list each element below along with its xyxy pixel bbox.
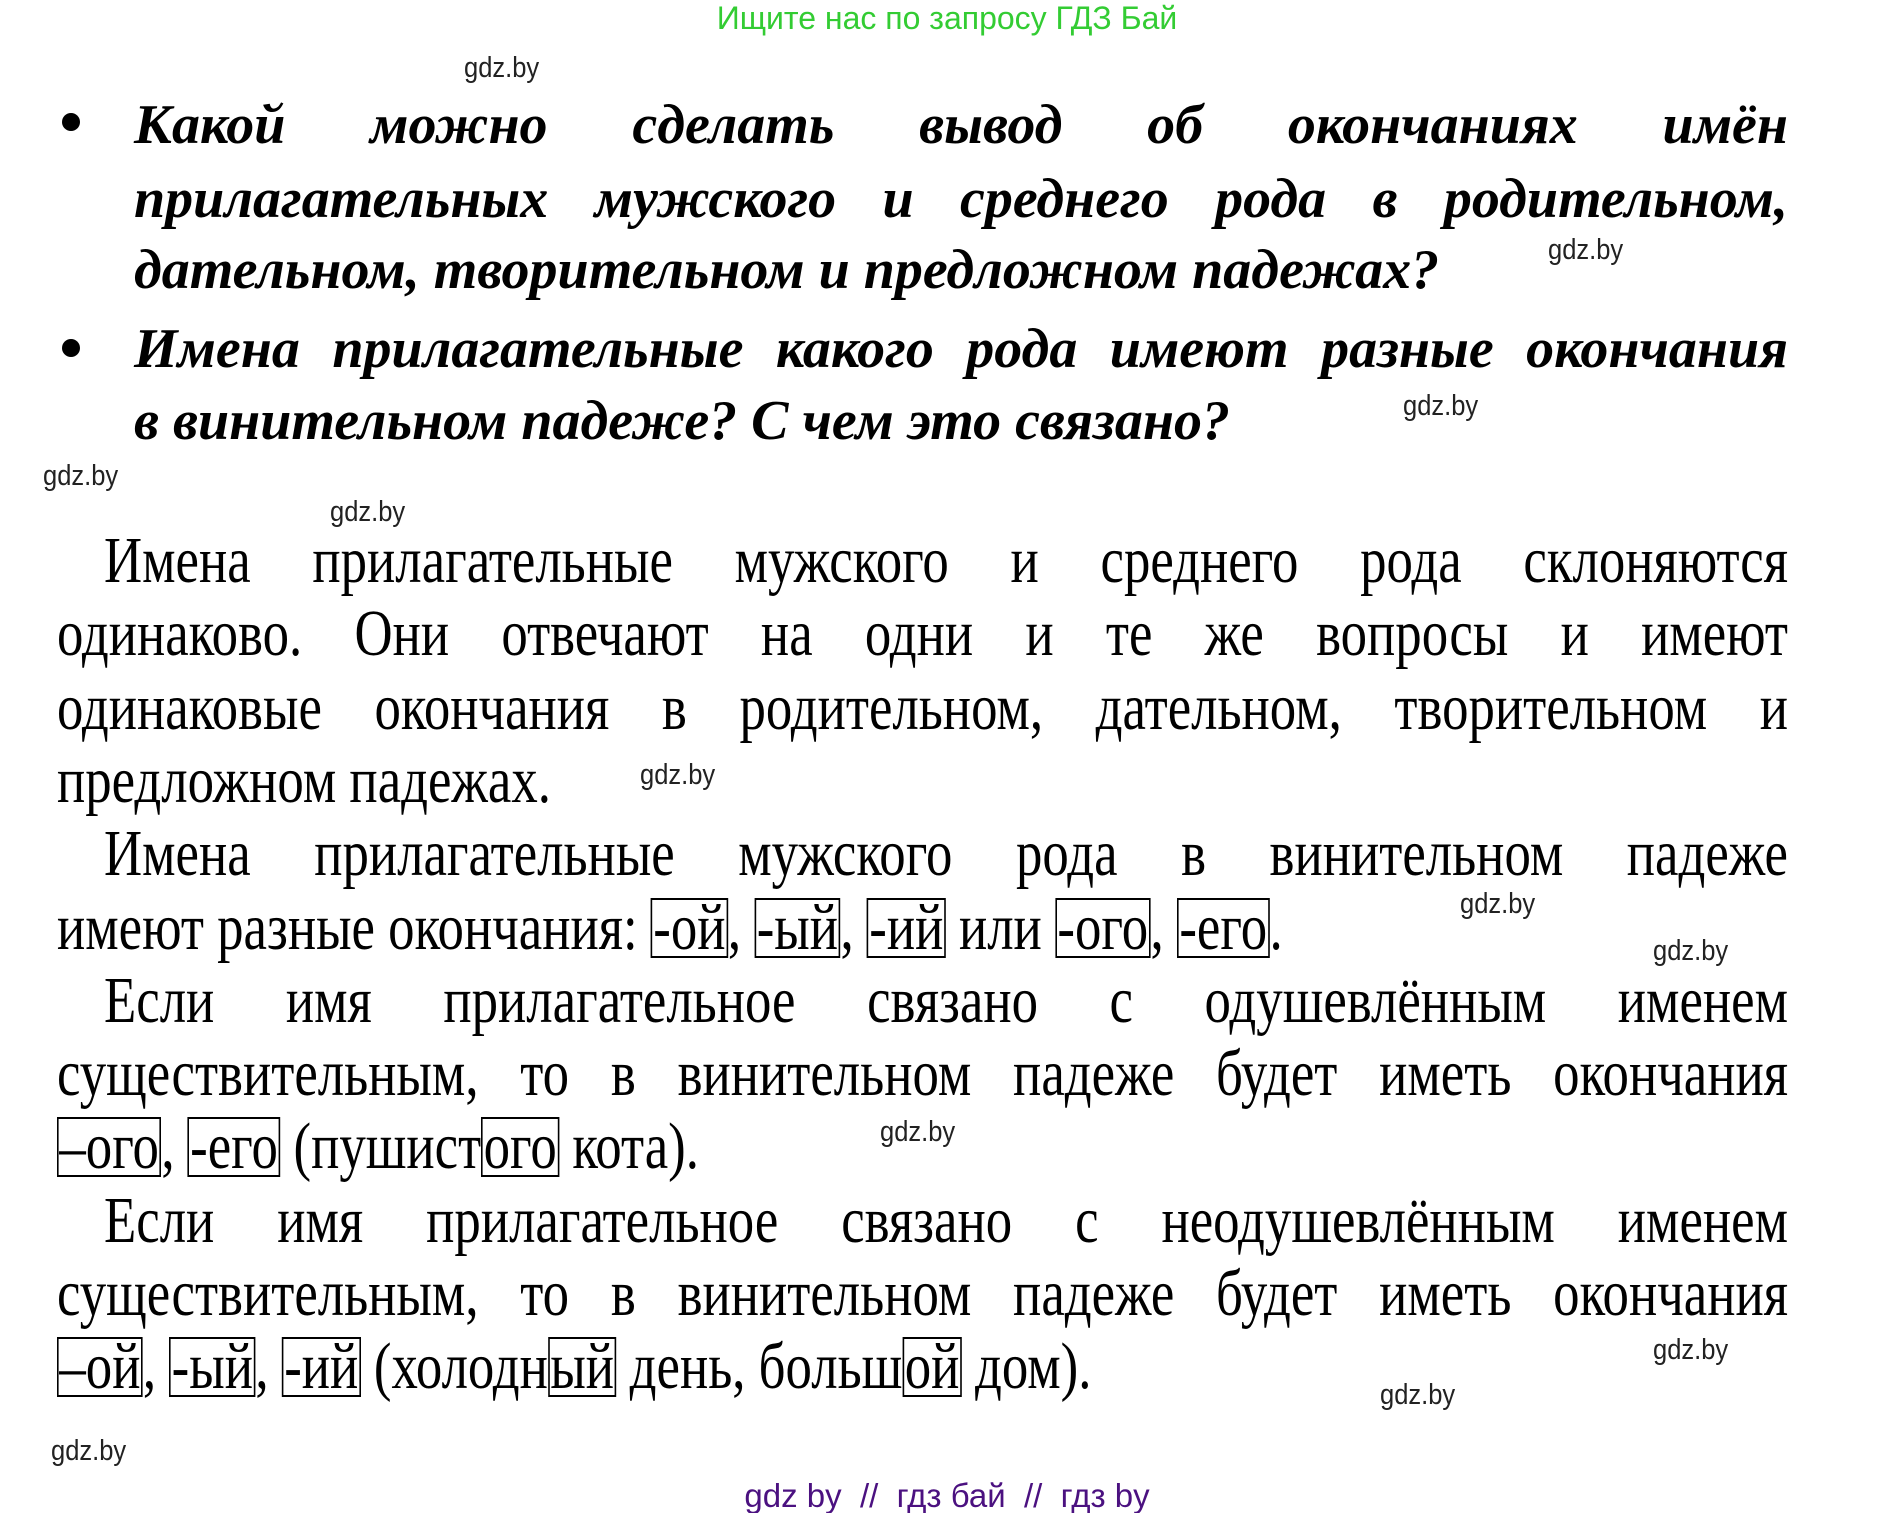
text-segment: ,	[142, 1330, 170, 1404]
question-1-line-1: Какой можно сделать вывод об окончаниях имён	[134, 94, 1788, 156]
watermark: gdz.by	[1653, 1334, 1729, 1366]
text-segment: или	[945, 890, 1056, 964]
watermark: gdz.by	[1548, 234, 1624, 266]
watermark: gdz.by	[640, 759, 716, 791]
text-segment: ,	[1150, 890, 1177, 964]
text-segment: существительным, то в винительном падеже будет иметь окончания	[57, 1257, 1788, 1330]
watermark: gdz.by	[880, 1116, 956, 1148]
boxed-ending: ой	[902, 1337, 961, 1397]
text-segment: Если имя прилагательное связано с неодушевлённым именем	[104, 1183, 1788, 1257]
text-segment: ,	[255, 1330, 282, 1404]
watermark: gdz.by	[1403, 390, 1479, 422]
boxed-ending: –ой	[57, 1337, 143, 1397]
text-segment: .	[1269, 890, 1283, 964]
text-segment: имеют разные окончания:	[57, 890, 651, 964]
boxed-ending: ого	[481, 1117, 559, 1177]
text-segment: Имена прилагательные мужского и среднего рода склоняются	[104, 524, 1788, 597]
text-segment: существительным, то в винительном падеже будет иметь окончания	[57, 1037, 1788, 1111]
answer-line	[57, 597, 1788, 671]
watermark: gdz.by	[51, 1435, 127, 1467]
boxed-ending: -его	[1177, 898, 1270, 958]
answer-line	[104, 963, 1788, 1037]
answer-line	[57, 1330, 1092, 1404]
watermark: gdz.by	[1653, 935, 1729, 967]
answer-line	[104, 524, 1788, 597]
watermark: gdz.by	[1460, 888, 1536, 920]
boxed-ending: -ий	[867, 898, 946, 958]
text-segment: ,	[727, 890, 755, 964]
text-segment: одинаково. Они отвечают на одни и те же вопросы и имеют	[57, 597, 1788, 671]
boxed-ending: -ий	[282, 1337, 361, 1397]
footer-links: gdz by // гдз бай // гдз by	[744, 1477, 1150, 1513]
watermark: gdz.by	[464, 52, 540, 84]
search-hint-header: Ищите нас по запросу ГДЗ Бай	[716, 0, 1178, 36]
text-segment: ,	[840, 890, 867, 964]
text-segment: дом).	[961, 1330, 1092, 1404]
text-segment: предложном падежах.	[57, 743, 551, 817]
question-2-line-2: в винительном падеже? С чем это связано?	[134, 390, 1230, 452]
text-segment: одинаковые окончания в родительном, дательном, творительном и	[57, 670, 1788, 744]
question-2-line-1: Имена прилагательные какого рода имеют разные окончания	[134, 318, 1788, 380]
text-segment: ,	[161, 1110, 188, 1184]
answer-line	[57, 670, 1788, 744]
answer-line	[104, 817, 1788, 891]
text-segment: день, больш	[616, 1330, 903, 1404]
boxed-ending: -ого	[1055, 898, 1151, 958]
answer-line	[104, 1183, 1788, 1257]
answer-line	[57, 1110, 699, 1184]
answer-line	[57, 890, 1283, 964]
boxed-ending: -ой	[651, 898, 728, 958]
boxed-ending: -ый	[169, 1337, 255, 1397]
boxed-ending: –ого	[57, 1117, 161, 1177]
question-1-line-3: дательном, творительном и предложном падежах?	[134, 239, 1440, 301]
boxed-ending: ый	[548, 1337, 617, 1397]
text-segment: Если имя прилагательное связано с одушевлённым именем	[104, 963, 1788, 1037]
bullet-icon	[62, 339, 80, 357]
boxed-ending: -ый	[754, 898, 840, 958]
boxed-ending: -его	[188, 1117, 281, 1177]
bullet-icon	[62, 113, 80, 131]
watermark: gdz.by	[43, 460, 119, 492]
question-1-line-2: прилагательных мужского и среднего рода в родительном,	[134, 168, 1788, 230]
text-segment: (пушист	[280, 1110, 482, 1184]
text-segment: кота).	[559, 1110, 699, 1184]
answer-line	[57, 743, 551, 817]
watermark: gdz.by	[1380, 1379, 1456, 1411]
watermark: gdz.by	[330, 496, 406, 528]
text-segment: Имена прилагательные мужского рода в винительном падеже	[104, 817, 1788, 891]
answer-line	[57, 1257, 1788, 1330]
answer-line	[57, 1037, 1788, 1111]
text-segment: (холодн	[360, 1330, 548, 1404]
